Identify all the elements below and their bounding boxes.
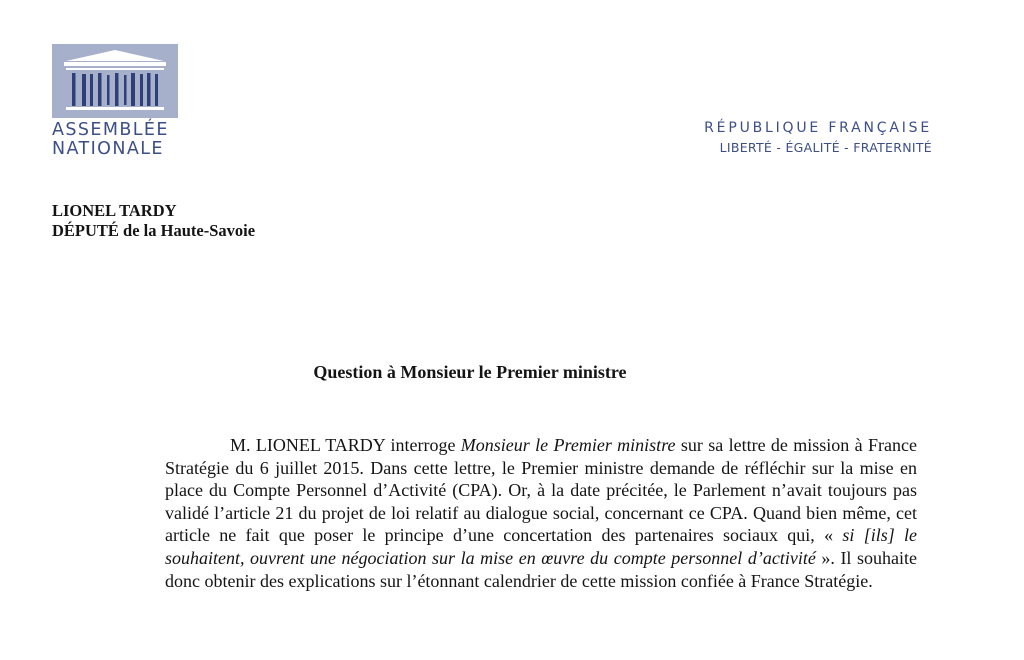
body-part-5: ». Il souhaite donc obtenir des explications sur l’étonnant calendrier de cette mission confiée à France Stratégie. <box>165 547 917 591</box>
logo-line-assemblee: ASSEMBLÉE <box>52 120 169 140</box>
assemblee-building-icon <box>52 44 178 118</box>
body-part-3: sur sa lettre de mission à France Stratégie du 6 juillet 2015. Dans cette lettre, le Premier ministre demande de réfléchir sur la mise en place du Compte Personnel d’Activité (CPA). Or, à la date précitée, le Parlement n’avait toujours pas validé l’article 21 du projet de loi relatif au dialogue social, concernant ce CPA. Quand bien même, cet article ne fait que poser le principe d’une concertation des partenaires sociaux qui, « <box>165 435 917 546</box>
body-part-1: M. LIONEL TARDY interroge <box>230 435 461 455</box>
republic-header <box>704 118 932 158</box>
body-part-4-italic: si [ils] le souhaitent, ouvrent une négociation sur la mise en œuvre du compte personnel d’activité <box>165 525 917 568</box>
question-body <box>165 434 917 592</box>
author-name: LIONEL TARDY <box>52 201 177 220</box>
author-role: DÉPUTÉ de la Haute-Savoie <box>52 221 256 240</box>
republic-title: RÉPUBLIQUE FRANÇAISE <box>704 120 932 136</box>
logo-line-nationale: NATIONALE <box>52 139 164 159</box>
author-block <box>52 201 255 241</box>
republic-motto: LIBERTÉ - ÉGALITÉ - FRATERNITÉ <box>719 140 932 155</box>
question-title: Question à Monsieur le Premier ministre <box>313 362 627 382</box>
assemblee-nationale-logo <box>52 44 182 159</box>
body-part-2-italic: Monsieur le Premier ministre <box>460 435 676 455</box>
